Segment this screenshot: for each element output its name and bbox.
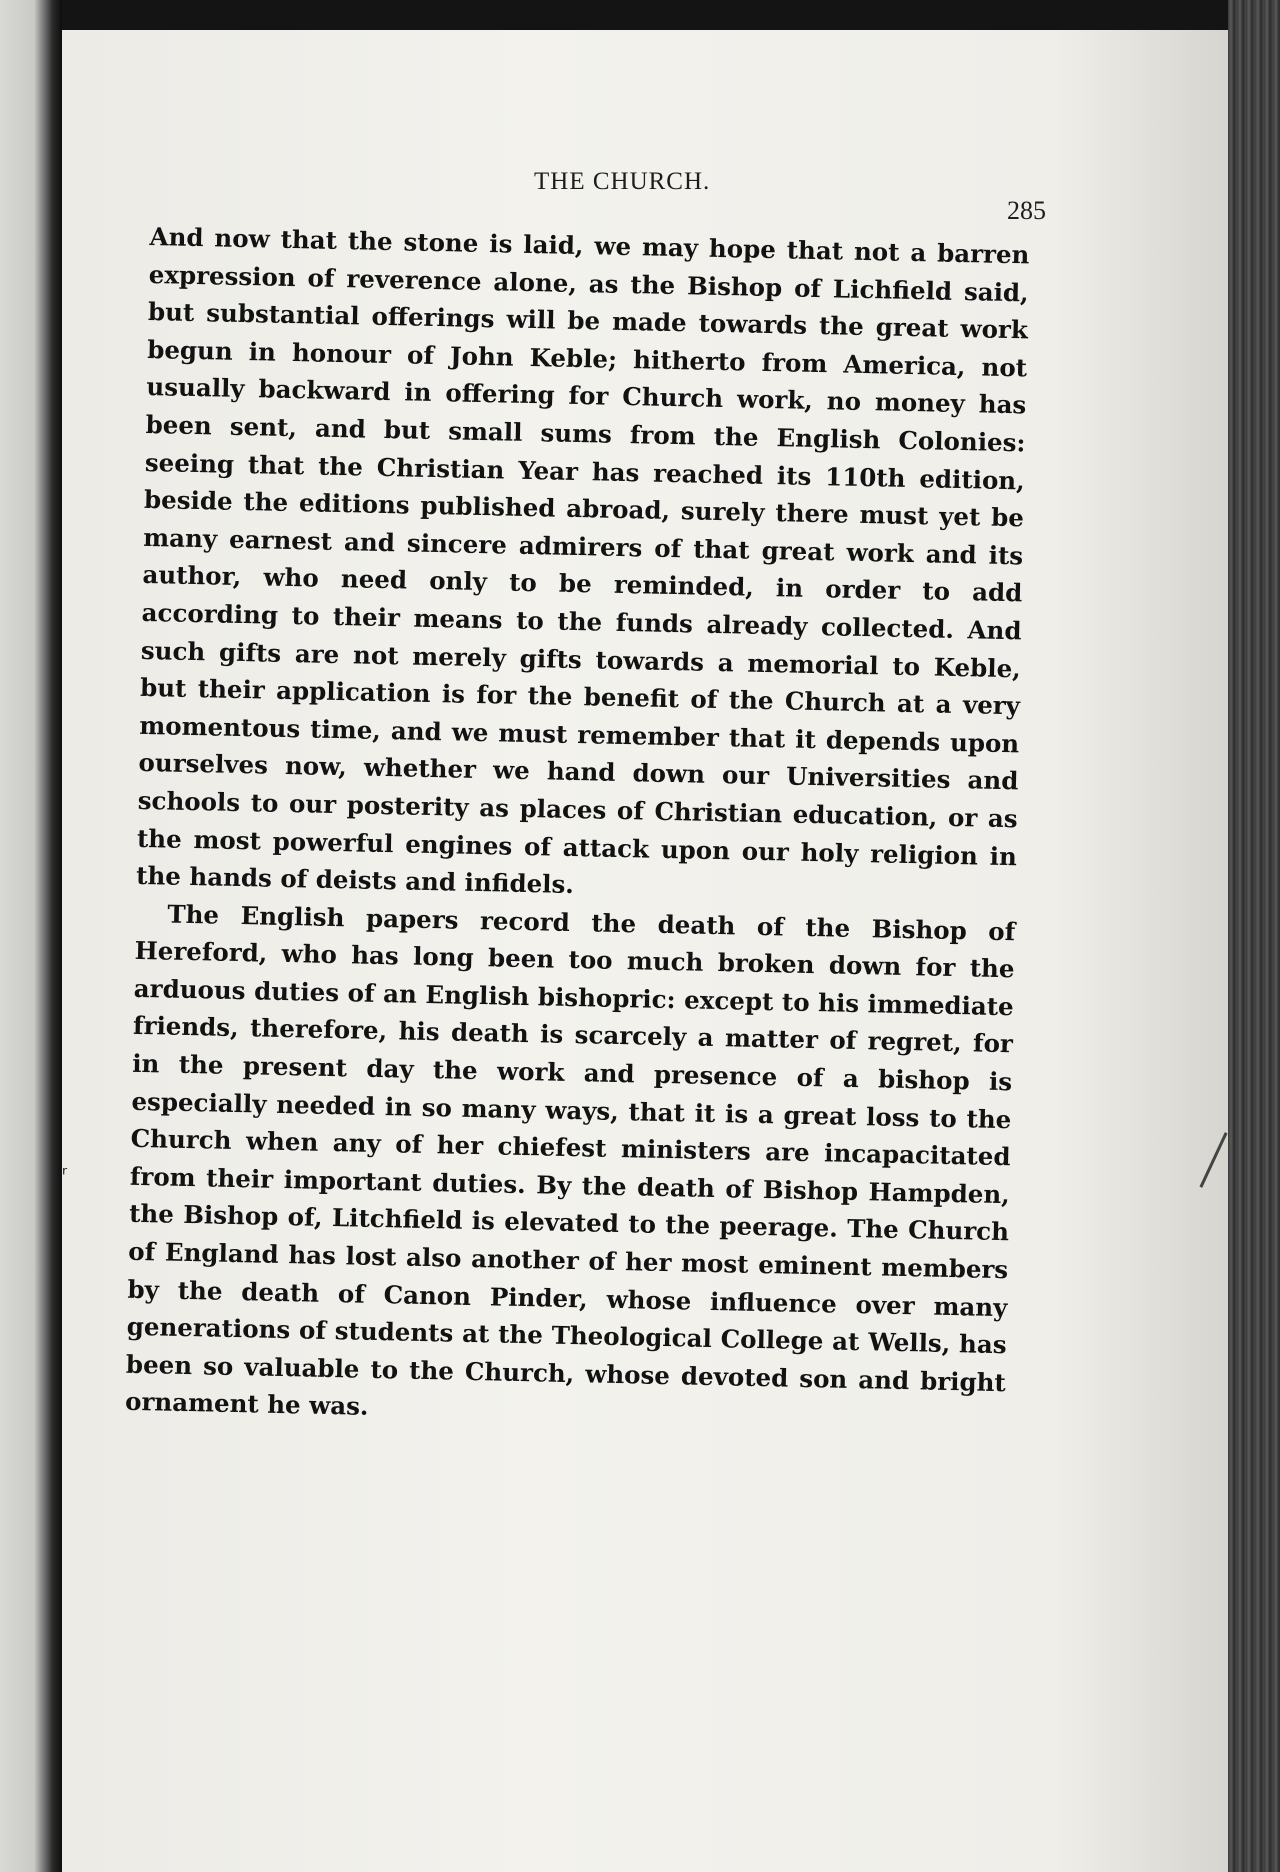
page-header bbox=[62, 168, 1232, 225]
paragraph-keble-memorial: And now that the stone is laid, we may hope that not a barren expression of reverence alone, as the Bishop of Lichfield said, but substantial offerings will be made towards the great work begun in honour of John Keble; hitherto from America, not usually backward in offering for Church work, no money has been sent, and but small sums from the English Colonies: seeing that the Christian Year has reached its 110th edition, beside the editions published abroad, surely there must yet be many earnest and sincere admirers of that great work and its author, who need only to be reminded, in order to add according to their means to the funds already collected. And such gifts are not merely gifts towards a memorial to Keble, but their application is for the benefit of the Church at a very momentous time, and we must remember that it depends upon ourselves now, whether we hand down our Universities and schools to our posterity as places of Christian education, or as the most powerful engines of attack upon our holy religion in the hands of deists and infidels. bbox=[135, 221, 1030, 900]
margin-mark-right bbox=[1199, 1132, 1227, 1188]
paragraph-bishop-hereford: The English papers record the death of the Bishop of Hereford, who has long been too much broken down for the arduous duties of an English bishopric: except to his immediate friends, therefore, his death is scarcely a matter of regret, for in the present day the work and presence of a bishop is especially needed in so many ways, that it is a great loss to the Church when any of her chiefest ministers are incapacitated from their important duties. By the death of Bishop Hampden, the Bishop of, Litchfield is elevated to the peerage. The Church of England has lost also another of her most eminent members by the death of Canon Pinder, whose influence over many generations of students at the Theological College at Wells, has been so valuable to the Church, whose devoted son and bright ornament he was. bbox=[124, 899, 1016, 1422]
body-text bbox=[125, 218, 1030, 1439]
running-title: THE CHURCH. bbox=[534, 168, 711, 195]
facing-page-edge bbox=[0, 0, 62, 1872]
page-stack-edge bbox=[1228, 0, 1280, 1872]
book-page bbox=[62, 30, 1232, 1872]
page-number: 285 bbox=[1007, 196, 1046, 225]
margin-mark-left: ʳ bbox=[62, 1162, 68, 1186]
